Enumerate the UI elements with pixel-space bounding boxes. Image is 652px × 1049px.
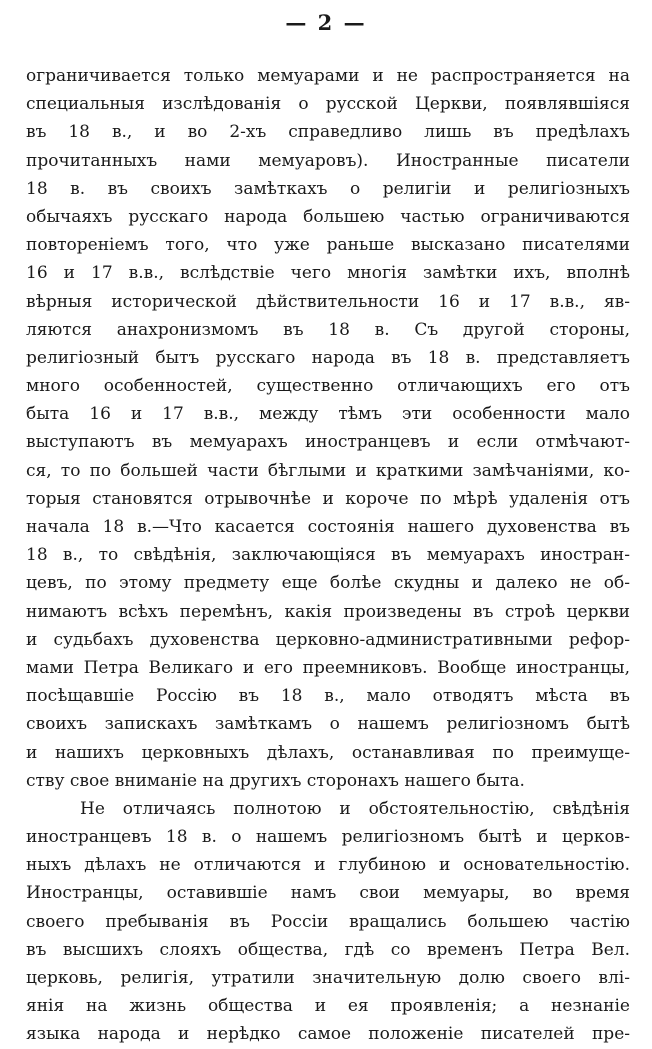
text-line: вѣрныя исторической дѣйствительности 16 и 17 в.в., яв- — [26, 291, 630, 312]
paragraph-start-line: Не отличаясь полнотою и обстоятельностію, свѣдѣнія — [80, 798, 630, 819]
text-line: церковь, религія, утратили значительную долю своего влі- — [26, 968, 630, 988]
text-line: ляются анахронизмомъ въ 18 в. Съ другой стороны, — [26, 319, 630, 340]
text-line: торыя становятся отрывочнѣе и короче по мѣрѣ удаленія отъ — [26, 488, 630, 509]
paragraph-end-line: ству свое вниманіе на другихъ сторонахъ нашего быта. — [26, 770, 525, 791]
text-line: 16 и 17 в.в., вслѣдствіе чего многія замѣтки ихъ, вполнѣ — [26, 263, 630, 284]
text-line: 18 в. въ своихъ замѣткахъ о религіи и религіозныхъ — [26, 178, 630, 199]
text-line: начала 18 в.—Что касается состоянія нашего духовенства въ — [26, 517, 630, 537]
text-line: въ высшихъ слояхъ общества, гдѣ со временъ Петра Вел. — [26, 939, 630, 960]
text-line: мами Петра Великаго и его преемниковъ. Вообще иностранцы, — [26, 657, 630, 678]
text-line: нимаютъ всѣхъ перемѣнъ, какія произведены въ строѣ церкви — [26, 601, 630, 622]
text-line: посѣщавшіе Россію въ 18 в., мало отводятъ мѣста въ — [26, 686, 630, 707]
text-line: и судьбахъ духовенства церковно-административными рефор- — [26, 629, 630, 650]
text-line: много особенностей, существенно отличающихъ его отъ — [26, 376, 630, 397]
text-line: иностранцевъ 18 в. о нашемъ религіозномъ бытѣ и церков- — [26, 827, 630, 848]
text-line: выступаютъ въ мемуарахъ иностранцевъ и если отмѣчают- — [26, 432, 630, 453]
text-line: Иностранцы, оставившіе намъ свои мемуары, во время — [26, 883, 630, 904]
text-line: религіозный бытъ русскаго народа въ 18 в. представляетъ — [26, 347, 630, 368]
text-line: ограничивается только мемуарами и не распространяется на — [26, 66, 630, 86]
text-line: обычаяхъ русскаго народа большею частью ограничиваются — [26, 206, 630, 227]
text-line: прочитанныхъ нами мемуаровъ). Иностранные писатели — [26, 150, 630, 171]
text-line: янія на жизнь общества и ея проявленія; а незнаніе — [26, 996, 630, 1017]
text-line: быта 16 и 17 в.в., между тѣмъ эти особенности мало — [26, 404, 630, 425]
body-text — [26, 62, 630, 1049]
page-number: — 2 — — [285, 10, 367, 35]
text-line: своего пребыванія въ Россіи вращались большею частію — [26, 911, 630, 932]
text-line: и нашихъ церковныхъ дѣлахъ, останавливая по преимуще- — [26, 742, 630, 763]
text-line: цевъ, по этому предмету еще болѣе скудны и далеко не об- — [26, 573, 630, 594]
text-line: ныхъ дѣлахъ не отличаются и глубиною и основательностію. — [26, 855, 630, 876]
text-line: ся, то по большей части бѣглыми и краткими замѣчаніями, ко- — [26, 460, 630, 481]
text-line: 18 в., то свѣдѣнія, заключающіяся въ мемуарахъ иностран- — [26, 545, 630, 566]
text-line: специальныя изслѣдованія о русской Церкви, появлявшіяся — [26, 94, 630, 115]
text-line: въ 18 в., и во 2-хъ справедливо лишь въ предѣлахъ — [26, 122, 630, 143]
text-line: своихъ запискахъ замѣткамъ о нашемъ религіозномъ бытѣ — [26, 714, 630, 735]
text-line: повтореніемъ того, что уже раньше высказано писателями — [26, 235, 630, 256]
text-line: языка народа и нерѣдко самое положеніе писателей пре- — [26, 1024, 630, 1045]
